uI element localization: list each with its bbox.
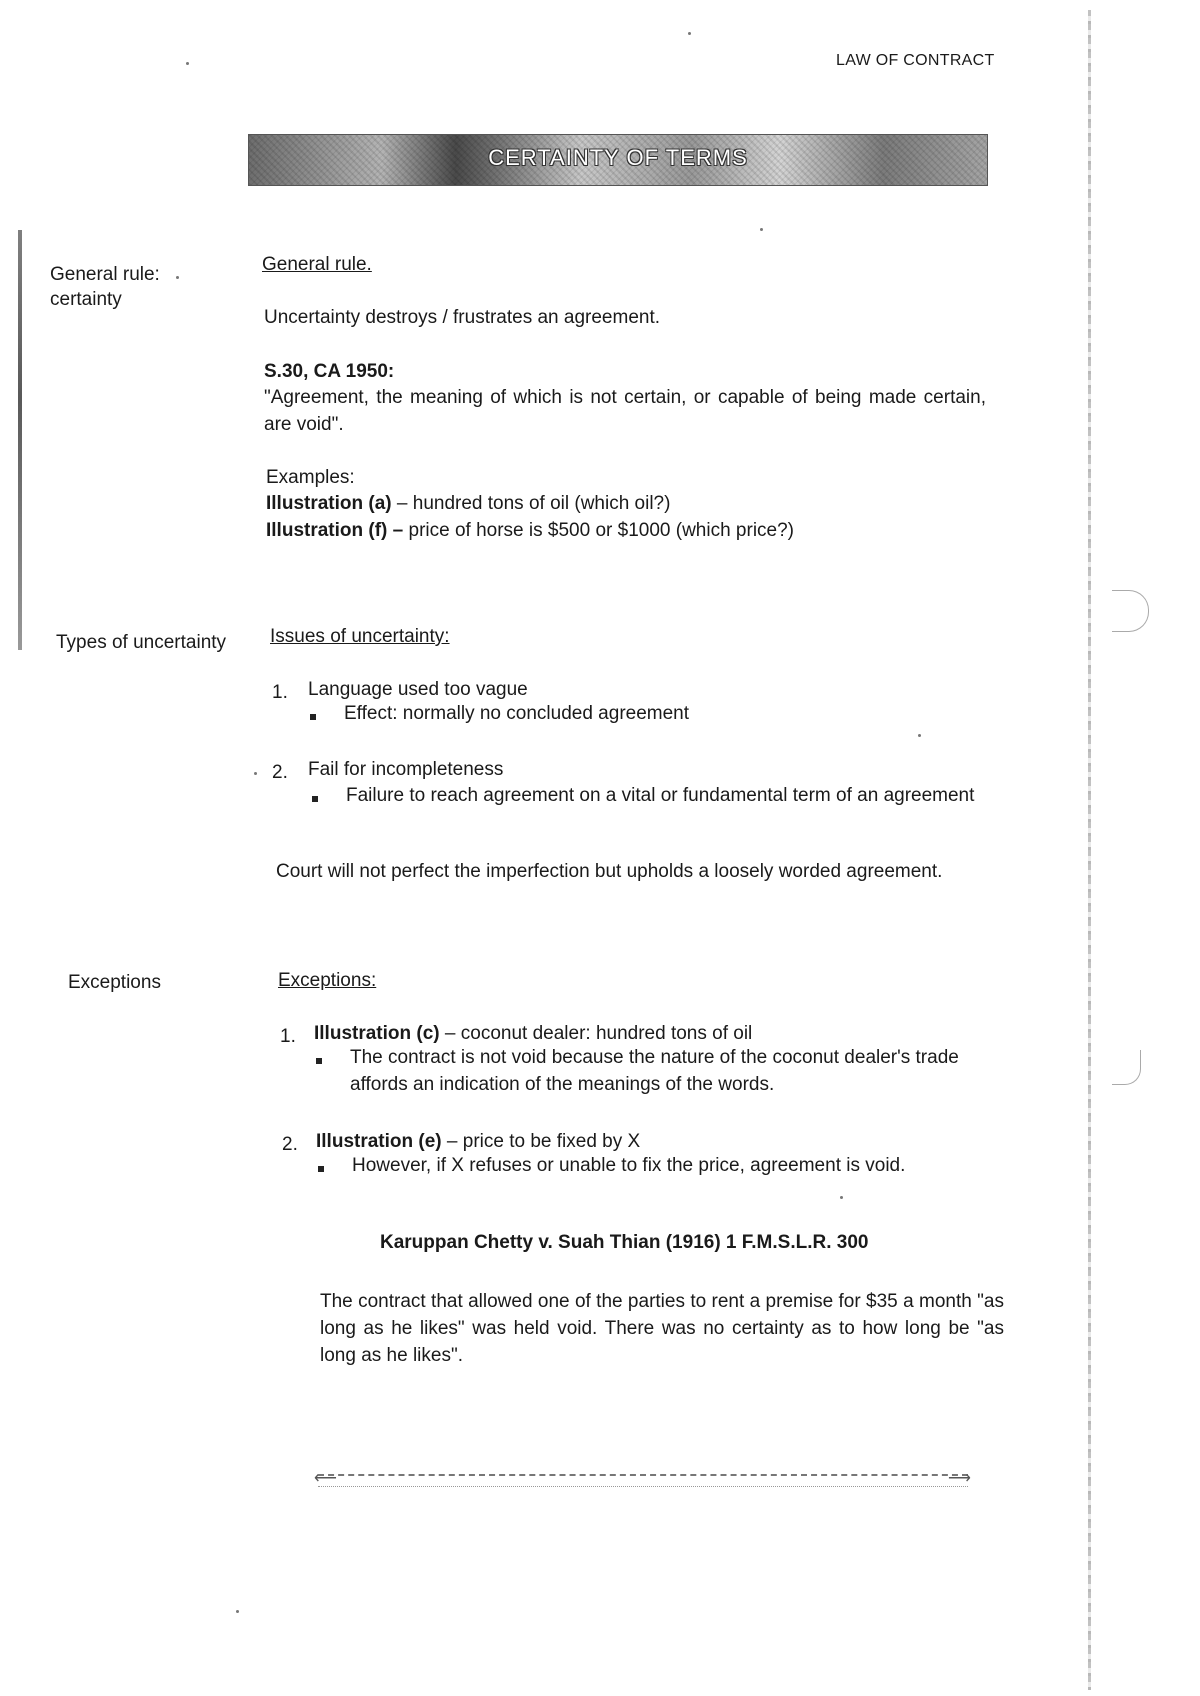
illustration-text: – hundred tons of oil (which oil?) xyxy=(391,493,671,514)
scan-binding-mark xyxy=(1112,590,1149,632)
section-quote: "Agreement, the meaning of which is not certain, or capable of being made certain, are void". xyxy=(264,387,986,435)
list-number: 2. xyxy=(282,1134,298,1155)
general-rule-statement: Uncertainty destroys / frustrates an agreement. xyxy=(264,307,661,328)
scan-speck xyxy=(688,32,691,35)
scan-speck xyxy=(236,1610,239,1613)
rule-right-flourish: ⟶ xyxy=(948,1470,971,1487)
scan-edge-right xyxy=(1088,10,1091,1690)
margin-note-types: Types of uncertainty xyxy=(56,632,227,653)
issues-conclusion: Court will not perfect the imperfection but upholds a loosely worded agreement. xyxy=(276,861,943,882)
exception-bullet-text: The contract is not void because the nature of the coconut dealer's trade affords an indication of the meanings of the words. xyxy=(350,1047,959,1095)
list-number: 1. xyxy=(272,682,288,703)
examples-label: Examples: xyxy=(266,467,355,488)
section-reference: S.30, CA 1950: xyxy=(264,361,395,382)
scan-binding-mark xyxy=(1112,1050,1141,1085)
exceptions-heading: Exceptions: xyxy=(278,970,377,991)
list-number: 1. xyxy=(280,1026,296,1047)
issues-heading: Issues of uncertainty: xyxy=(270,626,450,647)
running-head: LAW OF CONTRACT xyxy=(836,52,995,69)
section-banner xyxy=(248,134,988,186)
scan-speck xyxy=(176,276,179,279)
issue-title: Fail for incompleteness xyxy=(308,759,504,780)
illustration-label: Illustration (e) xyxy=(316,1131,442,1152)
bullet-marker xyxy=(318,1166,324,1172)
case-summary: The contract that allowed one of the parties to rent a premise for $35 a month "as long as he likes" was held void. There was no certainty as to how long be "as long as he likes". xyxy=(320,1291,1004,1366)
exception-bullet-text: However, if X refuses or unable to fix the price, agreement is void. xyxy=(352,1155,906,1176)
scan-speck xyxy=(918,734,921,737)
section-title: CERTAINTY OF TERMS xyxy=(488,145,748,170)
list-number: 2. xyxy=(272,762,288,783)
illustration-text: price of horse is $500 or $1000 (which price?) xyxy=(403,520,794,541)
scan-speck xyxy=(254,772,257,775)
rule-left-flourish: ⟵ xyxy=(314,1470,337,1487)
issue-bullet-text: Effect: normally no concluded agreement xyxy=(344,703,690,724)
illustration-text: – coconut dealer: hundred tons of oil xyxy=(439,1023,753,1044)
illustration-f xyxy=(266,517,794,544)
scan-speck xyxy=(186,62,189,65)
bullet-marker xyxy=(310,714,316,720)
illustration-text: – price to be fixed by X xyxy=(441,1131,641,1152)
illustration-label: Illustration (a) xyxy=(266,493,392,514)
issue-title: Language used too vague xyxy=(308,679,528,700)
bullet-marker xyxy=(316,1058,322,1064)
issue-bullet-text: Failure to reach agreement on a vital or fundamental term of an agreement xyxy=(346,785,975,806)
illustration-label: Illustration (f) – xyxy=(266,520,404,541)
margin-note-general-rule: General rule: certainty xyxy=(50,264,160,310)
scan-edge-left xyxy=(18,230,22,650)
illustration-a xyxy=(266,490,670,517)
scan-speck xyxy=(760,228,763,231)
illustration-label: Illustration (c) xyxy=(314,1023,440,1044)
scan-speck xyxy=(840,1196,843,1199)
case-title: Karuppan Chetty v. Suah Thian (1916) 1 F.M.S.L.R. 300 xyxy=(380,1232,869,1253)
exception-title xyxy=(316,1128,640,1155)
bullet-marker xyxy=(312,796,318,802)
exception-title xyxy=(314,1020,752,1047)
margin-note-exceptions: Exceptions xyxy=(68,972,161,993)
general-rule-heading: General rule. xyxy=(262,254,372,275)
closing-divider xyxy=(318,1474,968,1487)
